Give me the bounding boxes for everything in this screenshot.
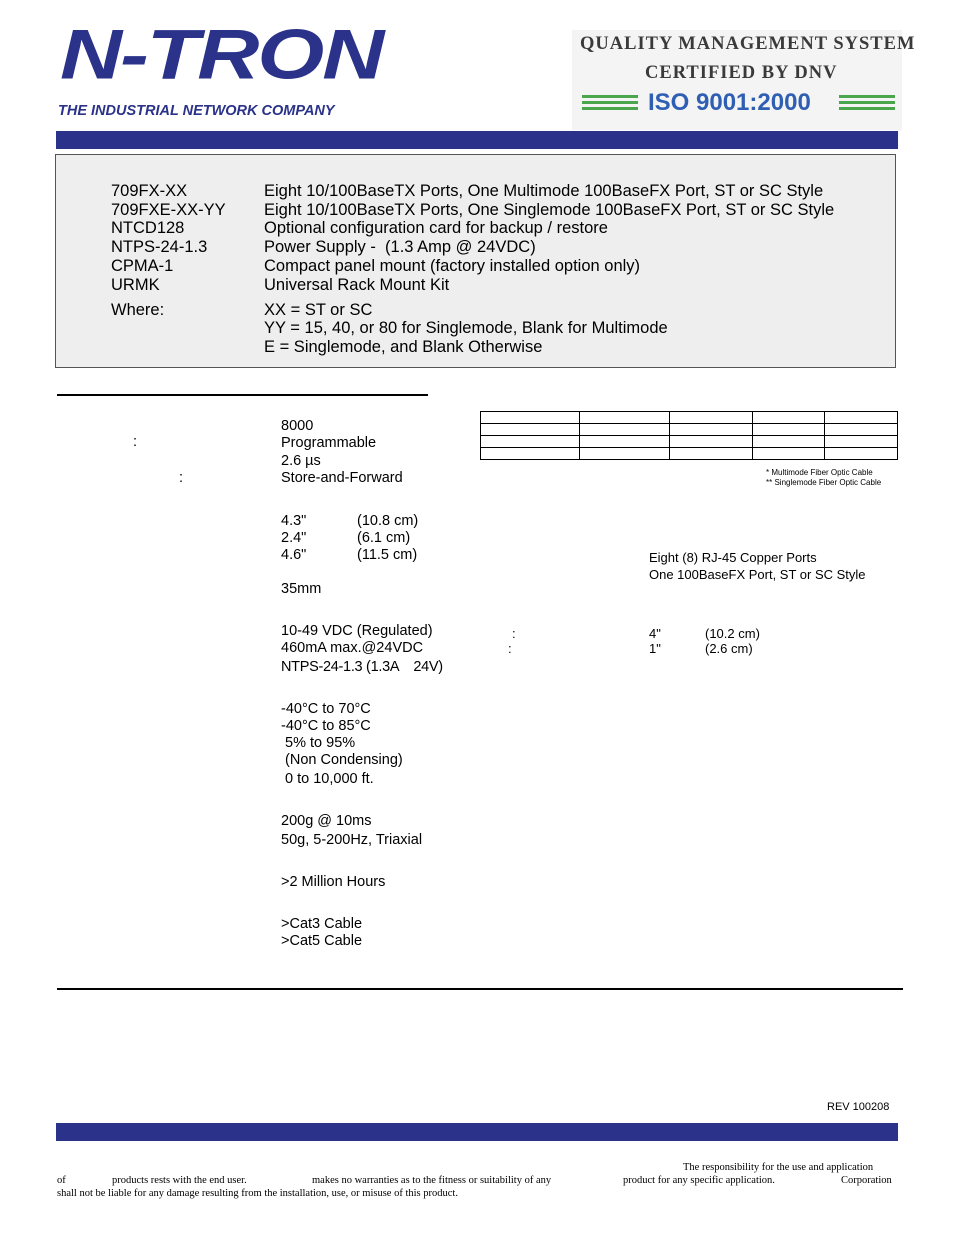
- spec-altitude: 0 to 10,000 ft.: [281, 771, 374, 787]
- desc-cpma: Compact panel mount (factory installed option only): [264, 257, 641, 275]
- model-ntcd128: NTCD128: [111, 219, 185, 237]
- spec-dim-2-in: 2.4": [281, 530, 307, 546]
- disclaimer-line-2b: makes no warranties as to the fitness or suitability of any: [312, 1175, 552, 1186]
- panel-dim-b-cm: (2.6 cm): [705, 641, 753, 656]
- fiber-table-cell: [824, 436, 897, 448]
- model-cpma: CPMA-1: [111, 257, 174, 275]
- connector-fiber: One 100BaseFX Port, ST or SC Style: [649, 567, 866, 582]
- fiber-table-cell: [753, 424, 824, 436]
- desc-709fxe: Eight 10/100BaseTX Ports, One Singlemode 100BaseFX Port, ST or SC Style: [264, 201, 835, 219]
- spec-humidity-note: (Non Condensing): [281, 752, 403, 768]
- spec-power-supply: NTPS-24-1.3 (1.3A 24V): [281, 659, 443, 675]
- fiber-table-cell: [670, 424, 753, 436]
- fiber-table-row: [481, 436, 898, 448]
- spec-cable-100: >Cat5 Cable: [281, 933, 363, 949]
- spec-latency: 2.6 µs: [281, 453, 321, 469]
- spec-dim-2-cm: (6.1 cm): [357, 530, 411, 546]
- iso-certification: ISO 9001:2000: [648, 89, 811, 116]
- fiber-table-cell: [670, 436, 753, 448]
- fiber-table-row: [481, 424, 898, 436]
- colon-mark: :: [179, 470, 184, 486]
- header-bar: [56, 131, 898, 149]
- fiber-table-cell: [580, 412, 670, 424]
- desc-ntcd128: Optional configuration card for backup / restore: [264, 219, 608, 237]
- spec-mac-table: 8000: [281, 418, 314, 434]
- fiber-table-cell: [481, 424, 580, 436]
- fiber-table-cell: [753, 412, 824, 424]
- colon-mark: :: [133, 434, 138, 450]
- desc-ntps: Power Supply - (1.3 Amp @ 24VDC): [264, 238, 536, 256]
- green-stripes-right: [839, 95, 895, 109]
- fiber-table-row: [481, 412, 898, 424]
- fiber-table-cell: [580, 436, 670, 448]
- spec-voltage: 10-49 VDC (Regulated): [281, 623, 433, 639]
- disclaimer-line-3: shall not be liable for any damage resulting from the installation, use, or misuse of this product.: [57, 1188, 458, 1199]
- spec-shock: 200g @ 10ms: [281, 813, 372, 829]
- disclaimer-line-2d: Corporation: [841, 1175, 892, 1186]
- disclaimer-line-2a: products rests with the end user.: [112, 1175, 247, 1186]
- note-singlemode: ** Singlemode Fiber Optic Cable: [766, 478, 882, 487]
- fiber-table-cell: [670, 448, 753, 460]
- colon-mark: :: [508, 641, 512, 656]
- spec-temp-storage: -40°C to 85°C: [281, 718, 371, 734]
- disclaimer-line-1: The responsibility for the use and application: [683, 1162, 874, 1173]
- company-logo: N-TRON: [60, 15, 383, 95]
- spec-vibration: 50g, 5-200Hz, Triaxial: [281, 832, 423, 848]
- spec-dim-3-in: 4.6": [281, 547, 307, 563]
- fiber-spec-table: [480, 411, 898, 460]
- spec-humidity: 5% to 95%: [281, 735, 356, 751]
- spec-din-rail: 35mm: [281, 581, 322, 597]
- model-709fx: 709FX-XX: [111, 182, 188, 200]
- fiber-table-cell: [753, 448, 824, 460]
- fiber-table-cell: [580, 448, 670, 460]
- fiber-table-cell: [824, 424, 897, 436]
- panel-dim-a-in: 4": [649, 626, 661, 641]
- model-ntps: NTPS-24-1.3: [111, 238, 208, 256]
- fiber-table-cell: [753, 436, 824, 448]
- model-709fxe: 709FXE-XX-YY: [111, 201, 226, 219]
- qms-certifier: CERTIFIED BY DNV: [645, 63, 838, 83]
- spec-switching: Store-and-Forward: [281, 470, 403, 486]
- fiber-table-cell: [481, 436, 580, 448]
- revision-label: REV 100208: [827, 1101, 890, 1113]
- company-tagline: THE INDUSTRIAL NETWORK COMPANY: [58, 103, 335, 119]
- fiber-table-row: [481, 448, 898, 460]
- note-multimode: * Multimode Fiber Optic Cable: [766, 468, 873, 477]
- qms-title: QUALITY MANAGEMENT SYSTEM: [580, 34, 916, 54]
- where-e: E = Singlemode, and Blank Otherwise: [264, 338, 543, 356]
- spec-priority: Programmable: [281, 435, 377, 451]
- desc-709fx: Eight 10/100BaseTX Ports, One Multimode 100BaseFX Port, ST or SC Style: [264, 182, 824, 200]
- spec-mtbf: >2 Million Hours: [281, 874, 386, 890]
- where-yy: YY = 15, 40, or 80 for Singlemode, Blank for Multimode: [264, 319, 668, 337]
- disclaimer-of: of: [57, 1175, 66, 1186]
- spec-dim-1-in: 4.3": [281, 513, 307, 529]
- footer-bar: [56, 1123, 898, 1141]
- colon-mark: :: [512, 626, 516, 641]
- spec-temp-operating: -40°C to 70°C: [281, 701, 371, 717]
- panel-dim-b-in: 1": [649, 641, 661, 656]
- where-xx: XX = ST or SC: [264, 301, 373, 319]
- connector-copper: Eight (8) RJ-45 Copper Ports: [649, 550, 817, 565]
- fiber-table-cell: [580, 424, 670, 436]
- fiber-table-cell: [481, 448, 580, 460]
- spec-current: 460mA max.@24VDC: [281, 640, 424, 656]
- green-stripes-left: [582, 95, 638, 109]
- model-urmk: URMK: [111, 276, 160, 294]
- spec-dim-1-cm: (10.8 cm): [357, 513, 419, 529]
- fiber-table-cell: [670, 412, 753, 424]
- panel-dim-a-cm: (10.2 cm): [705, 626, 760, 641]
- spec-cable-10: >Cat3 Cable: [281, 916, 363, 932]
- bottom-rule: [57, 988, 903, 990]
- spec-dim-3-cm: (11.5 cm): [357, 547, 418, 563]
- desc-urmk: Universal Rack Mount Kit: [264, 276, 450, 294]
- fiber-table-cell: [824, 412, 897, 424]
- section-rule: [57, 394, 428, 396]
- fiber-table-cell: [824, 448, 897, 460]
- fiber-table-cell: [481, 412, 580, 424]
- disclaimer-line-2c: product for any specific application.: [623, 1175, 775, 1186]
- where-label: Where:: [111, 301, 165, 319]
